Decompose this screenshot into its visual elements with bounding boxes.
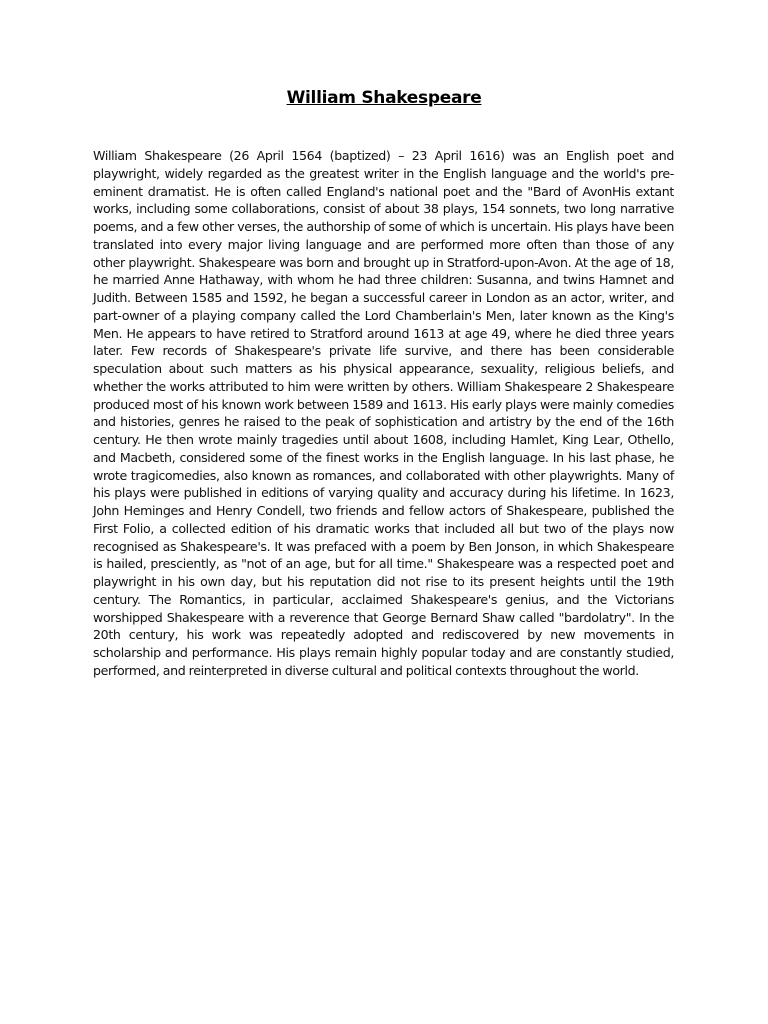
document-title: William Shakespeare xyxy=(286,88,482,108)
body-paragraph: William Shakespeare (26 April 1564 (baptized) – 23 April 1616) was an English poet and playwright, widely regarded as the greatest writer in the English language and the world's pre-eminent dramatist. He is often called England's national poet and the "Bard of AvonHis extant works, including some collaborations, consist of about 38 plays, 154 sonnets, two long narrative poems, and a few other verses, the authorship of some of which is uncertain. His plays have been translated into every major living language and are performed more often than those of any other playwright. Shakespeare was born and brought up in Stratford-upon-Avon. At the age of 18, he married Anne Hathaway, with whom he had three children: Susanna, and twins Hamnet and Judith. Between 1585 and 1592, he began a successful career in London as an actor, writer, and part-owner of a playing company called the Lord Chamberlain's Men, later known as the King's Men. He appears to have retired to Stratford around 1613 at age 49, where he died three years later. Few records of Shakespeare's private life survive, and there has been considerable speculation about such matters as his physical appearance, sexuality, religious beliefs, and whether the works attributed to him were written by others. William Shakespeare 2 Shakespeare produced most of his known work between 1589 and 1613. His early plays were mainly comedies and histories, genres he raised to the peak of sophistication and artistry by the end of the 16th century. He then wrote mainly tragedies until about 1608, including Hamlet, King Lear, Othello, and Macbeth, considered some of the finest works in the English language. In his last phase, he wrote tragicomedies, also known as romances, and collaborated with other playwrights. Many of his plays were published in editions of varying quality and accuracy during his lifetime. In 1623, John Heminges and Henry Condell, two friends and fellow actors of Shakespeare, published the First Folio, a collected edition of his dramatic works that included all but two of the plays now recognised as Shakespeare's. It was prefaced with a poem by Ben Jonson, in which Shakespeare is hailed, presciently, as "not of an age, but for all time." Shakespeare was a respected poet and playwright in his own day, but his reputation did not rise to its present heights until the 19th century. The Romantics, in particular, acclaimed Shakespeare's genius, and the Victorians worshipped Shakespeare with a reverence that George Bernard Shaw called "bardolatry". In the 20th century, his work was repeatedly adopted and rediscovered by new movements in scholarship and performance. His plays remain highly popular today and are constantly studied, performed, and reinterpreted in diverse cultural and political contexts throughout the world. xyxy=(93,148,674,678)
